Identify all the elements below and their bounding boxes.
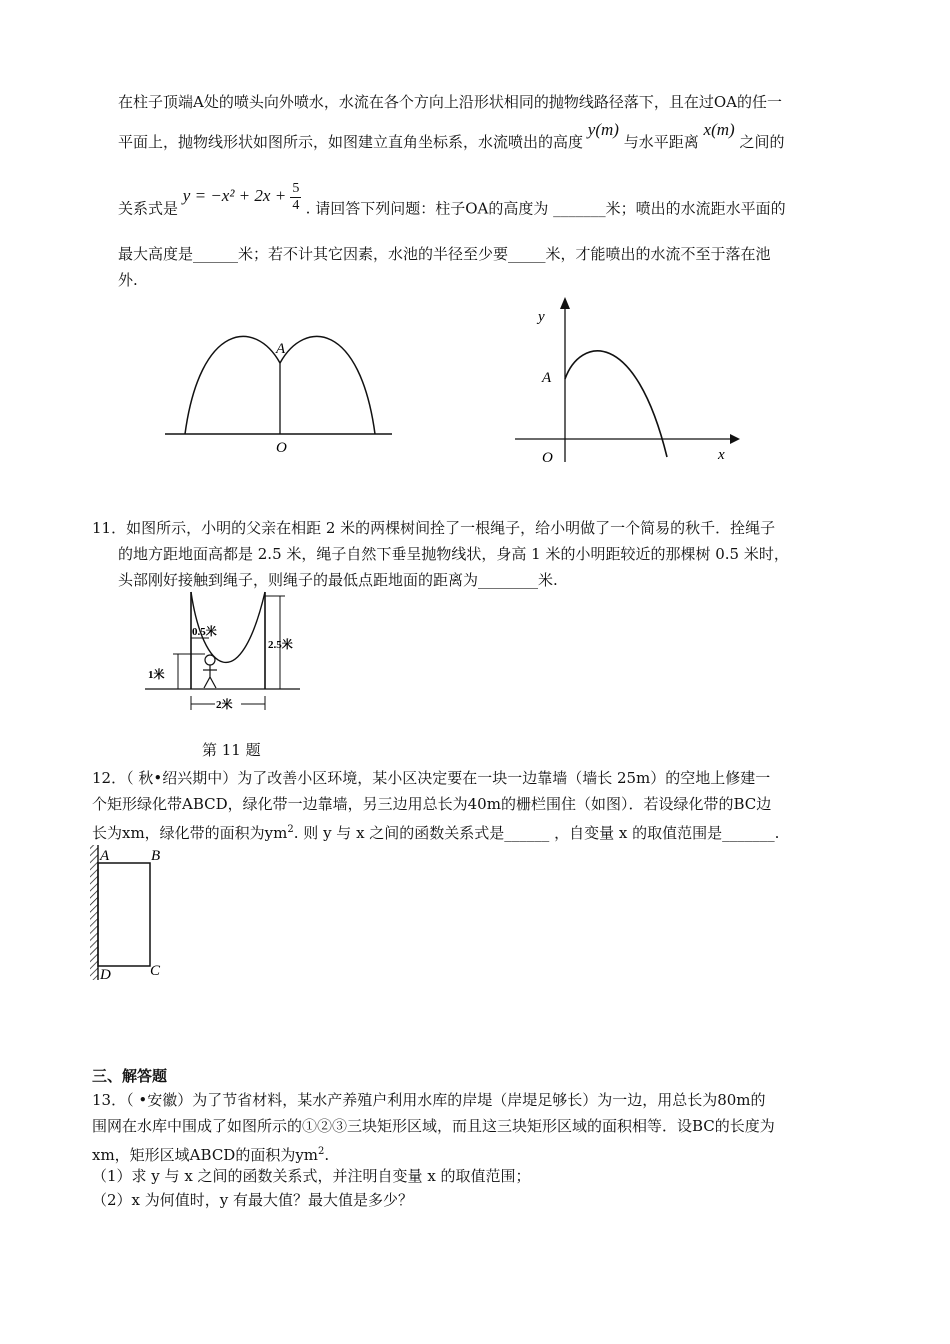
q10-var-x: x(m) <box>703 120 735 139</box>
boy-leg-right <box>210 677 216 688</box>
q10-line2-b: 与水平距离 <box>623 133 699 151</box>
label-2m: 2米 <box>216 699 233 711</box>
rectangle-ABCD <box>98 863 150 966</box>
q11-caption: 第 11 题 <box>202 741 261 759</box>
q10-fountain-figure <box>160 328 400 458</box>
q11-swing-figure <box>145 588 315 718</box>
q10-line5: 外. <box>118 271 138 289</box>
q10-line3 <box>118 181 786 226</box>
q10-var-y: y(m) <box>587 120 619 139</box>
q13-line3-a: xm，矩形区域ABCD的面积为ym <box>92 1146 319 1164</box>
q10-graph-figure <box>505 297 745 477</box>
q10-line2-c: 之间的 <box>739 133 785 151</box>
q10-formula-lhs: y = −x² + 2x + <box>182 186 287 206</box>
q10-formula-fraction <box>290 181 301 214</box>
q11-line3: 头部刚好接触到绳子，则绳子的最低点距地面的距离为________米. <box>118 571 558 589</box>
x-axis-label: x <box>718 447 725 463</box>
q12-line3 <box>92 820 779 843</box>
q13-line3 <box>92 1142 329 1165</box>
q12-line3-a: 长为xm，绿化带的面积为ym <box>92 824 288 842</box>
q13-line2: 围网在水库中围成了如图所示的①②③三块矩形区域，而且这三块矩形区域的面积相等．设BC的长度为 <box>92 1117 775 1135</box>
q10-line2-a: 平面上，抛物线形状如图所示，如图建立直角坐标系，水流喷出的高度 <box>118 133 584 151</box>
q12-line2: 个矩形绿化带ABCD，绿化带一边靠墙，另三边用总长为40m的栅栏围住（如图）．若设绿化带的BC边 <box>92 795 772 813</box>
q13-sup: 2 <box>318 1146 325 1157</box>
q12-line1: 12．（ 秋•绍兴期中）为了改善小区环境，某小区决定要在一块一边靠墙（墙长 25m）的空地上修建一 <box>92 769 771 787</box>
q10-formula-num: 5 <box>292 181 300 196</box>
label-25m: 2.5米 <box>268 639 293 651</box>
origin-label: O <box>276 440 287 456</box>
label-A: A <box>100 848 110 864</box>
section3-title: 三、解答题 <box>92 1067 168 1085</box>
wall-hatching <box>90 845 98 980</box>
origin-label: O <box>542 450 553 466</box>
q12-sup: 2 <box>287 824 294 835</box>
q13-part1: （1）求 y 与 x 之间的函数关系式，并注明自变量 x 的取值范围； <box>92 1167 531 1185</box>
q12-line3-b: . 则 y 与 x 之间的函数关系式是______ ，自变量 x 的取值范围是_______. <box>293 824 780 842</box>
label-05m: 0.5米 <box>192 626 217 638</box>
q10-line4: 最大高度是______米；若不计其它因素，水池的半径至少要_____米，才能喷出的水流不至于落在池 <box>118 245 771 263</box>
q13-line1: 13．（ •安徽）为了节省材料，某水产养殖户利用水库的岸堤（岸堤足够长）为一边，用总长为80m的 <box>92 1091 766 1109</box>
point-A-label: A <box>276 341 286 357</box>
q10-formula <box>182 181 306 213</box>
x-axis-arrow <box>730 434 740 444</box>
point-A-label: A <box>542 370 552 386</box>
q10-line3-a: 关系式是 <box>118 199 179 218</box>
label-D: D <box>100 967 111 983</box>
q11-line1: 11．如图所示，小明的父亲在相距 2 米的两棵树间拴了一根绳子，给小明做了一个简易的秋千．拴绳子 <box>92 519 776 537</box>
label-C: C <box>150 963 161 979</box>
q10-formula-den: 4 <box>292 198 300 213</box>
left-parabola <box>185 336 280 434</box>
label-B: B <box>151 848 161 864</box>
boy-leg-left <box>204 677 210 688</box>
y-axis-label: y <box>538 309 545 325</box>
q13-part2: （2）x 为何值时，y 有最大值？最大值是多少？ <box>92 1191 414 1209</box>
right-parabola <box>280 336 375 434</box>
y-axis-arrow <box>560 297 570 309</box>
label-1m: 1米 <box>148 669 165 681</box>
boy-head <box>205 655 215 665</box>
q13-line3-b: . <box>324 1146 330 1164</box>
q11-line2: 的地方距地面高都是 2.5 米，绳子自然下垂呈抛物线状，身高 1 米的小明距较近的那棵树 0.5 米时， <box>118 545 789 563</box>
q10-line1: 在柱子顶端A处的喷头向外喷水，水流在各个方向上沿形状相同的抛物线路径落下，且在过OA的任一 <box>118 93 782 111</box>
q10-line3-b: . 请回答下列问题：柱子OA的高度为 _______米；喷出的水流距水平面的 <box>305 199 786 218</box>
q10-line2 <box>118 120 785 152</box>
q12-rectangle-figure <box>88 843 178 983</box>
parabola-curve <box>565 351 667 457</box>
